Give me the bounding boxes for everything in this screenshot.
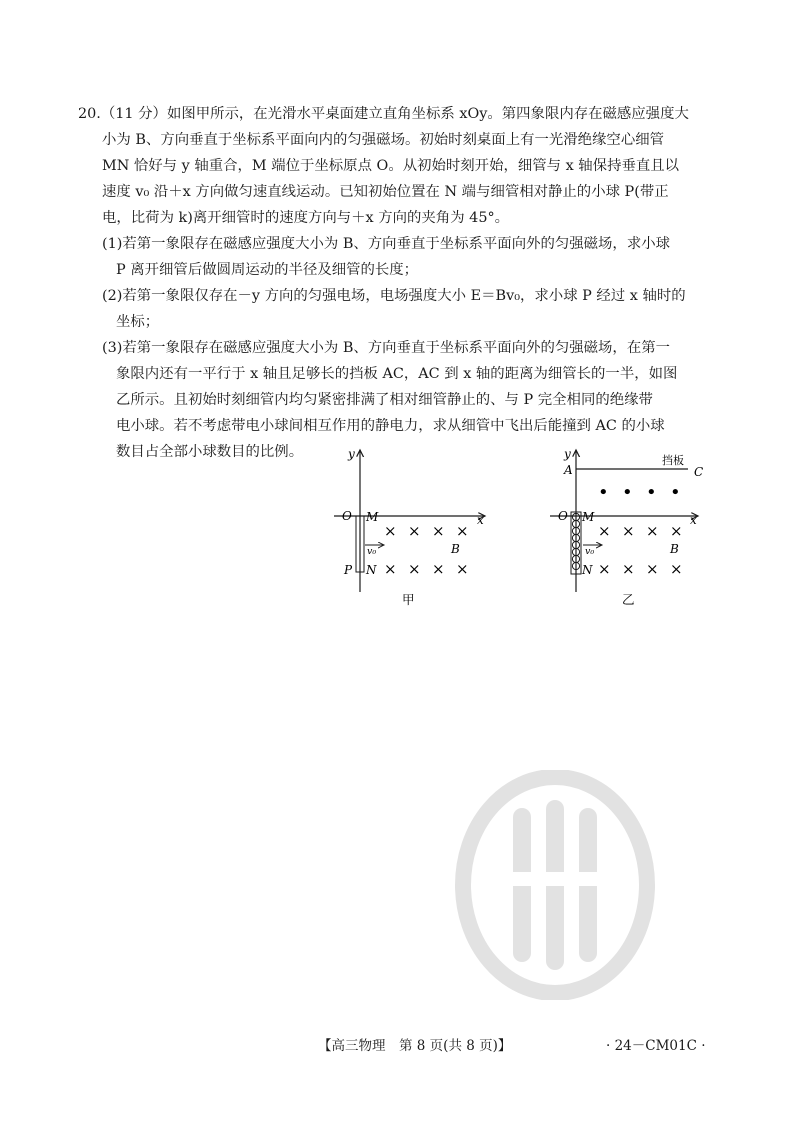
label-x: x: [477, 513, 484, 527]
dot-mark: •: [622, 482, 633, 503]
field-mark: ×: [432, 560, 445, 578]
dot-mark: •: [646, 482, 657, 503]
label-y: y: [348, 447, 355, 461]
label-m: M: [582, 510, 595, 524]
question-line: MN 恰好与 y 轴重合，M 端位于坐标原点 O。从初始时刻开始，细管与 x 轴保持垂直且以: [102, 158, 680, 174]
dot-mark: •: [598, 482, 609, 503]
label-m: M: [366, 510, 379, 524]
label-b: B: [451, 542, 460, 556]
footer-page-info: 【高三物理 第 8 页(共 8 页)】: [318, 1038, 512, 1054]
label-v0: v₀: [585, 546, 595, 557]
sub-question-3-cont: 电小球。若不考虑带电小球间相互作用的静电力，求从细管中飞出后能撞到 AC 的小球: [116, 418, 665, 434]
sub-question-3-cont: 象限内还有一平行于 x 轴且足够长的挡板 AC，AC 到 x 轴的距离为细管长的一半，如图: [116, 366, 678, 382]
label-x: x: [690, 513, 697, 527]
sub-question-2: (2)若第一象限仅存在－y 方向的匀强电场，电场强度大小 E＝Bv₀，求小球 P 经过 x 轴时的: [102, 288, 686, 304]
field-mark: ×: [432, 522, 445, 540]
label-y: y: [564, 447, 571, 461]
diagram-a-svg: [320, 440, 500, 610]
sub-question-3: (3)若第一象限存在磁感应强度大小为 B、方向垂直于坐标系平面向外的匀强磁场，在第一: [102, 340, 670, 356]
watermark-logo: [455, 770, 655, 1000]
label-b: B: [670, 542, 679, 556]
field-mark: ×: [646, 522, 659, 540]
diagram-b-svg: [538, 440, 718, 610]
field-mark: ×: [456, 560, 469, 578]
sub-question-3-cont: 数目占全部小球数目的比例。: [116, 444, 304, 460]
sub-question-1: (1)若第一象限存在磁感应强度大小为 B、方向垂直于坐标系平面向外的匀强磁场，求小球: [102, 236, 670, 252]
watermark-logo-icon: [455, 770, 655, 1000]
label-a: A: [564, 463, 573, 477]
label-o: O: [342, 509, 352, 523]
label-o: O: [558, 509, 568, 523]
question-line: 20.（11 分）如图甲所示，在光滑水平桌面建立直角坐标系 xOy。第四象限内存在磁感应强度大: [78, 106, 689, 122]
question-20: [78, 101, 728, 465]
diagram-a: [320, 440, 500, 610]
sub-question-2-cont: 坐标；: [116, 314, 160, 330]
field-mark: ×: [456, 522, 469, 540]
field-mark: ×: [408, 560, 421, 578]
label-board: 挡板: [662, 454, 684, 467]
field-mark: ×: [598, 560, 611, 578]
label-v0: v₀: [367, 546, 377, 557]
field-mark: ×: [670, 522, 683, 540]
label-c: C: [694, 465, 704, 479]
diagram-b: [538, 440, 718, 610]
field-mark: ×: [384, 522, 397, 540]
sub-question-1-cont: P 离开细管后做圆周运动的半径及细管的长度；: [116, 262, 419, 278]
field-mark: ×: [622, 522, 635, 540]
caption-b: 乙: [622, 592, 635, 607]
label-n: N: [582, 563, 593, 577]
label-p: P: [344, 563, 353, 577]
question-line: 小为 B、方向垂直于坐标系平面向内的匀强磁场。初始时刻桌面上有一光滑绝缘空心细管: [102, 132, 664, 148]
question-line: 速度 v₀ 沿＋x 方向做匀速直线运动。已知初始位置在 N 端与细管相对静止的小球 P(带正: [102, 184, 669, 200]
field-mark: ×: [384, 560, 397, 578]
field-mark: ×: [408, 522, 421, 540]
sub-question-3-cont: 乙所示。且初始时刻细管内均匀紧密排满了相对细管静止的、与 P 完全相同的绝缘带: [116, 392, 653, 408]
field-mark: ×: [622, 560, 635, 578]
caption-a: 甲: [402, 592, 415, 607]
label-n: N: [366, 563, 377, 577]
question-line: 电，比荷为 k)离开细管时的速度方向与＋x 方向的夹角为 45°。: [102, 210, 510, 226]
field-mark: ×: [670, 560, 683, 578]
footer-code: · 24－CM01C ·: [606, 1038, 706, 1054]
field-mark: ×: [598, 522, 611, 540]
dot-mark: •: [670, 482, 681, 503]
field-mark: ×: [646, 560, 659, 578]
